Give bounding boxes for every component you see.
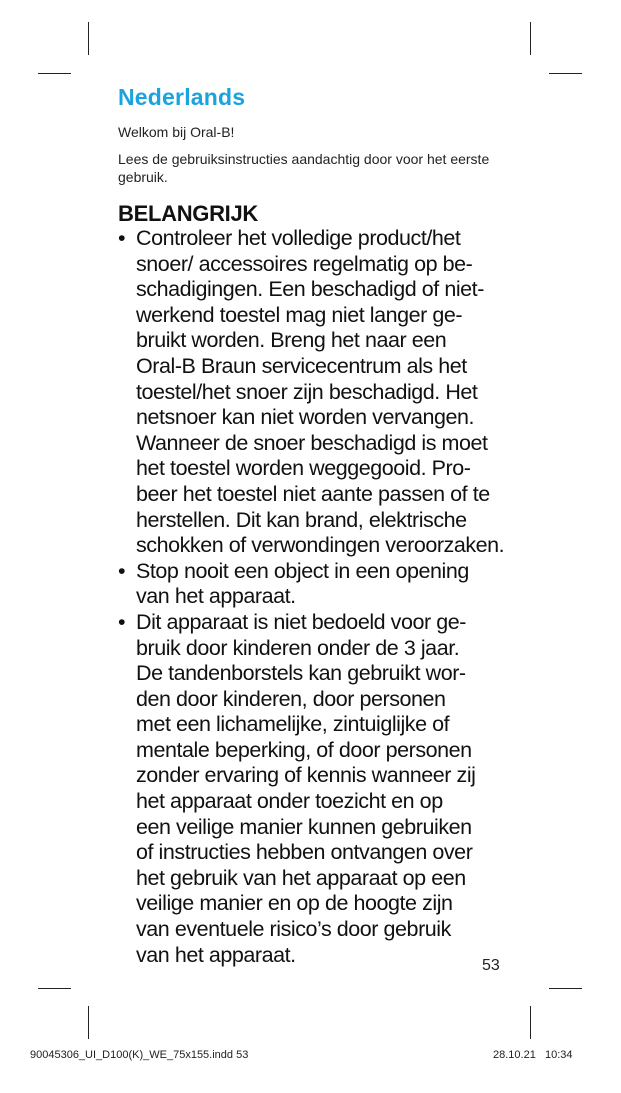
- bullet-text-line: De tandenborstels kan gebruikt wor-: [136, 661, 466, 686]
- bullet-item: [118, 610, 510, 968]
- crop-mark-top-right-vertical: [530, 22, 531, 55]
- bullet-text-line: werkend toestel mag niet langer ge-: [136, 302, 463, 327]
- bullet-dot-icon: •: [118, 558, 126, 583]
- bullet-text-line: Stop nooit een object in een opening: [136, 558, 469, 583]
- bullet-text-line: den door kinderen, door personen: [136, 686, 446, 711]
- bullet-text-line: het gebruik van het apparaat op een: [136, 865, 466, 890]
- bullet-text-line: van eventuele risico’s door gebruik: [136, 917, 451, 942]
- read-instructions-text: Lees de gebruiksinstructies aandachtig door voor het eerste gebruik.: [118, 151, 490, 185]
- welcome-text: Welkom bij Oral-B!: [118, 124, 235, 140]
- bullet-item: [118, 559, 510, 610]
- bullet-text-line: van het apparaat.: [136, 584, 296, 609]
- crop-mark-bottom-left-horizontal: [38, 988, 71, 989]
- bullet-text-line: bruik door kinderen onder de 3 jaar.: [136, 635, 460, 660]
- bullet-text-line: toestel/het snoer zijn beschadigd. Het: [136, 379, 478, 404]
- bullet-text-line: Controleer het volledige product/het: [136, 226, 461, 250]
- footer-file-name: 90045306_UI_D100(K)_WE_75x155.indd 53: [30, 1049, 249, 1061]
- bullet-text-line: veilige manier en op de hoogte zijn: [136, 891, 453, 916]
- bullet-text-line: met een lichamelijke, zintuiglijke of: [136, 712, 450, 737]
- crop-mark-top-left-vertical: [88, 22, 89, 55]
- crop-mark-bottom-right-vertical: [530, 1006, 531, 1039]
- bullet-text-line: het toestel worden weggegooid. Pro-: [136, 456, 471, 481]
- bullet-text-line: Wanneer de snoer beschadigd is moet: [136, 430, 488, 455]
- bullet-text-line: schadigingen. Een beschadigd of niet-: [136, 277, 484, 302]
- bullet-dot-icon: •: [118, 226, 126, 250]
- bullet-item: [118, 226, 510, 559]
- bullet-text-line: herstellen. Dit kan brand, elektrische: [136, 507, 467, 532]
- bullet-text-line: mentale beperking, of door personen: [136, 737, 472, 762]
- bullet-text-line: snoer/ accessoires regelmatig op be-: [136, 251, 473, 276]
- language-section-title: Nederlands: [118, 84, 246, 110]
- bullet-text-line: een veilige manier kunnen gebruiken: [136, 814, 472, 839]
- bullet-text-line: of instructies hebben ontvangen over: [136, 840, 473, 865]
- crop-mark-bottom-left-vertical: [88, 1006, 89, 1039]
- bullet-text-line: beer het toestel niet aante passen of te: [136, 481, 490, 506]
- bullet-text-line: het apparaat onder toezicht en op: [136, 789, 443, 814]
- bullet-text-line: bruikt worden. Breng het naar een: [136, 328, 447, 353]
- bullet-text-line: van het apparaat.: [136, 942, 296, 967]
- footer-date-time: 28.10.21 10:34: [493, 1049, 573, 1061]
- crop-mark-top-left-horizontal: [38, 73, 71, 74]
- bullet-text-line: schokken of verwondingen veroorzaken.: [136, 533, 505, 558]
- bullet-text-line: netsnoer kan niet worden vervangen.: [136, 405, 475, 430]
- page-number: 53: [482, 957, 500, 974]
- important-bullet-list: [118, 226, 510, 968]
- bullet-text-line: zonder ervaring of kennis wanneer zij: [136, 763, 476, 788]
- crop-mark-bottom-right-horizontal: [549, 988, 582, 989]
- bullet-dot-icon: •: [118, 609, 126, 634]
- bullet-text-line: Oral-B Braun servicecentrum als het: [136, 353, 467, 378]
- bullet-text-line: Dit apparaat is niet bedoeld voor ge-: [136, 609, 466, 634]
- crop-mark-top-right-horizontal: [549, 73, 582, 74]
- important-heading: BELANGRIJK: [118, 201, 259, 226]
